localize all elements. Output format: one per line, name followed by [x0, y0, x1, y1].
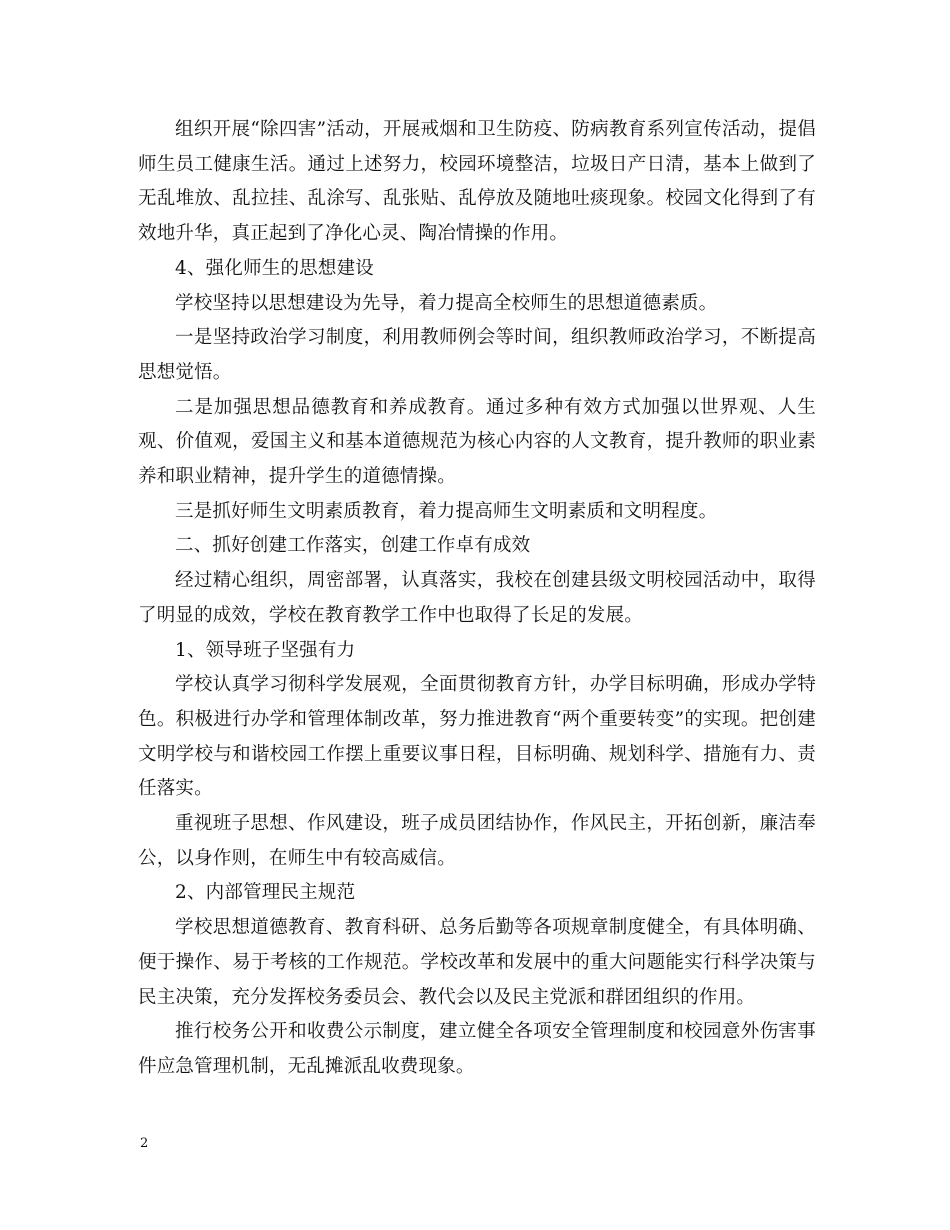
- paragraph-moral-education: 二是加强思想品德教育和养成教育。通过多种有效方式加强以世界观、人生观、价值观，爱国主义和基本道德规范为核心内容的人文教育，提升教师的职业素养和职业精神，提升学生的道德情操。: [138, 396, 816, 488]
- heading-section-two: 二、抓好创建工作落实，创建工作卓有成效: [175, 535, 531, 557]
- paragraph-achievements: 经过精心组织，周密部署，认真落实，我校在创建县级文明校园活动中，取得了明显的成效，学校在教育教学工作中也取得了长足的发展。: [138, 570, 816, 626]
- heading-ideology-building: 4、强化师生的思想建设: [175, 257, 374, 279]
- paragraph-regulations: 学校思想道德教育、教育科研、总务后勤等各项规章制度健全，有具体明确、便于操作、易于考核的工作规范。学校改革和发展中的重大问题能实行科学决策与民主决策，充分发挥校务委员会、教代会以及民主党派和群团组织的作用。: [138, 917, 816, 1008]
- paragraph-health-campaign: 组织开展“除四害”活动，开展戒烟和卫生防疫、防病教育系列宣传活动，提倡师生员工健康生活。通过上述努力，校园环境整洁，垃圾日产日清，基本上做到了无乱堆放、乱拉挂、乱涂写、乱张贴、乱停放及随地吐痰现象。校园文化得到了有效地升华，真正起到了净化心灵、陶冶情操的作用。: [138, 119, 816, 245]
- paragraph-ideology-lead: 学校坚持以思想建设为先导，着力提高全校师生的思想道德素质。: [175, 292, 718, 314]
- heading-internal-management: 2、内部管理民主规范: [175, 882, 356, 904]
- document-body: [138, 113, 816, 1085]
- paragraph-civility-education: 三是抓好师生文明素质教育，着力提高师生文明素质和文明程度。: [175, 500, 718, 522]
- page-number: 2: [140, 1136, 149, 1151]
- paragraph-political-study: 一是坚持政治学习制度，利用教师例会等时间，组织教师政治学习，不断提高思想觉悟。: [138, 327, 816, 383]
- paragraph-school-policy: 学校认真学习彻科学发展观，全面贯彻教育方针，办学目标明确，形成办学特色。积极进行办学和管理体制改革，努力推进教育“两个重要转变”的实现。把创建文明学校与和谐校园工作摆上重要议事日程，目标明确、规划科学、措施有力、责任落实。: [138, 674, 816, 800]
- paragraph-transparency: 推行校务公开和收费公示制度，建立健全各项安全管理制度和校园意外伤害事件应急管理机制，无乱摊派乱收费现象。: [138, 1021, 816, 1077]
- paragraph-team-building: 重视班子思想、作风建设，班子成员团结协作，作风民主，开拓创新，廉洁奉公，以身作则，在师生中有较高威信。: [138, 813, 816, 869]
- heading-leadership: 1、领导班子坚强有力: [175, 639, 356, 661]
